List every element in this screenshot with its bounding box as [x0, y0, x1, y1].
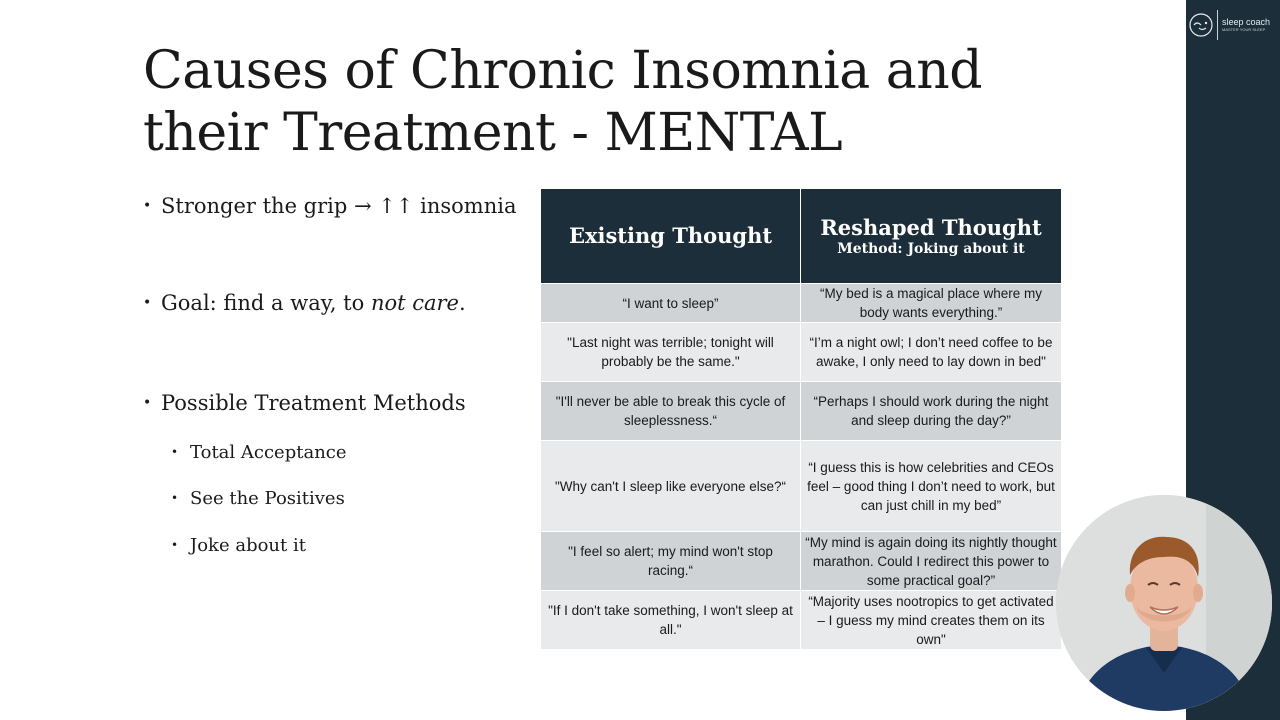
- existing-thought-cell: "Last night was terrible; tonight will probably be the same.": [541, 323, 801, 382]
- header-existing-thought: [541, 189, 801, 284]
- reshaped-thought-cell: “My mind is again doing its nightly thought marathon. Could I redirect this power to some practical goal?”: [801, 532, 1062, 591]
- sub-bullet-total-acceptance: [171, 442, 347, 463]
- bullet-goal-suffix: .: [458, 291, 466, 315]
- header-reshaped-thought: [801, 189, 1062, 284]
- existing-thought-cell: "I'll never be able to break this cycle of sleeplessness.“: [541, 382, 801, 441]
- bullet-dot: •: [171, 445, 179, 459]
- logo-text: [1222, 17, 1270, 33]
- reshaped-thought-cell: “I’m a night owl; I don’t need coffee to be awake, I only need to lay down in bed": [801, 323, 1062, 382]
- logo-name: sleep coach: [1222, 17, 1271, 27]
- sub-bullet-joke: [171, 535, 306, 556]
- table-row: [541, 323, 1062, 382]
- title-line-1: Causes of Chronic Insomnia and: [143, 41, 983, 101]
- bullet-list: [143, 0, 543, 720]
- table-row: [541, 441, 1062, 532]
- bullet-dot: •: [143, 395, 152, 411]
- thought-reshaping-table: [540, 188, 1062, 650]
- title-line-2: their Treatment - MENTAL: [143, 103, 843, 163]
- table-row: [541, 382, 1062, 441]
- presenter-video-image: [1056, 495, 1272, 711]
- presenter-webcam-overlay: [1056, 495, 1272, 711]
- bullet-methods: [143, 391, 466, 415]
- bullet-grip-text: Stronger the grip → ↑↑ insomnia: [161, 194, 517, 218]
- header-existing-label: Existing Thought: [568, 223, 773, 248]
- header-method-label: Method: Joking about it: [837, 241, 1025, 257]
- reshaped-thought-cell: “I guess this is how celebrities and CEOs feel – good thing I don’t need to work, but can just chill in my bed”: [801, 441, 1062, 532]
- existing-thought-cell: "If I don't take something, I won't sleep at all.": [541, 591, 801, 650]
- table-row: [541, 591, 1062, 650]
- existing-thought-cell: "I feel so alert; my mind won't stop racing.“: [541, 532, 801, 591]
- bullet-methods-text: Possible Treatment Methods: [161, 391, 466, 415]
- logo-tagline: MASTER YOUR SLEEP: [1222, 27, 1266, 32]
- sub-bullet-see-positives: [171, 488, 345, 509]
- bullet-dot: •: [171, 491, 179, 505]
- logo-divider: [1217, 10, 1218, 40]
- bullet-goal: [143, 291, 466, 315]
- bullet-dot: •: [143, 295, 152, 311]
- reshaped-thought-cell: “Majority uses nootropics to get activated – I guess my mind creates them on its own": [801, 591, 1062, 650]
- sub-bullet-text: Total Acceptance: [190, 442, 347, 463]
- sleep-coach-logo: [1188, 8, 1278, 42]
- table-header-row: [541, 189, 1062, 284]
- bullet-dot: •: [171, 538, 179, 552]
- existing-thought-cell: “I want to sleep”: [541, 284, 801, 323]
- reshaped-thought-cell: “My bed is a magical place where my body wants everything.”: [801, 284, 1062, 323]
- bullet-goal-emphasis: not care: [370, 291, 459, 315]
- reshaped-thought-cell: “Perhaps I should work during the night and sleep during the day?”: [801, 382, 1062, 441]
- sleep-coach-logo-icon: [1188, 12, 1214, 38]
- header-reshaped-label: Reshaped Thought: [820, 215, 1042, 240]
- table-row: [541, 284, 1062, 323]
- bullet-goal-prefix: Goal: find a way, to: [161, 291, 371, 315]
- sub-bullet-text: See the Positives: [190, 488, 345, 509]
- bullet-grip: [143, 194, 516, 218]
- existing-thought-cell: "Why can't I sleep like everyone else?“: [541, 441, 801, 532]
- table-row: [541, 532, 1062, 591]
- sub-bullet-text: Joke about it: [190, 535, 306, 556]
- bullet-dot: •: [143, 198, 152, 214]
